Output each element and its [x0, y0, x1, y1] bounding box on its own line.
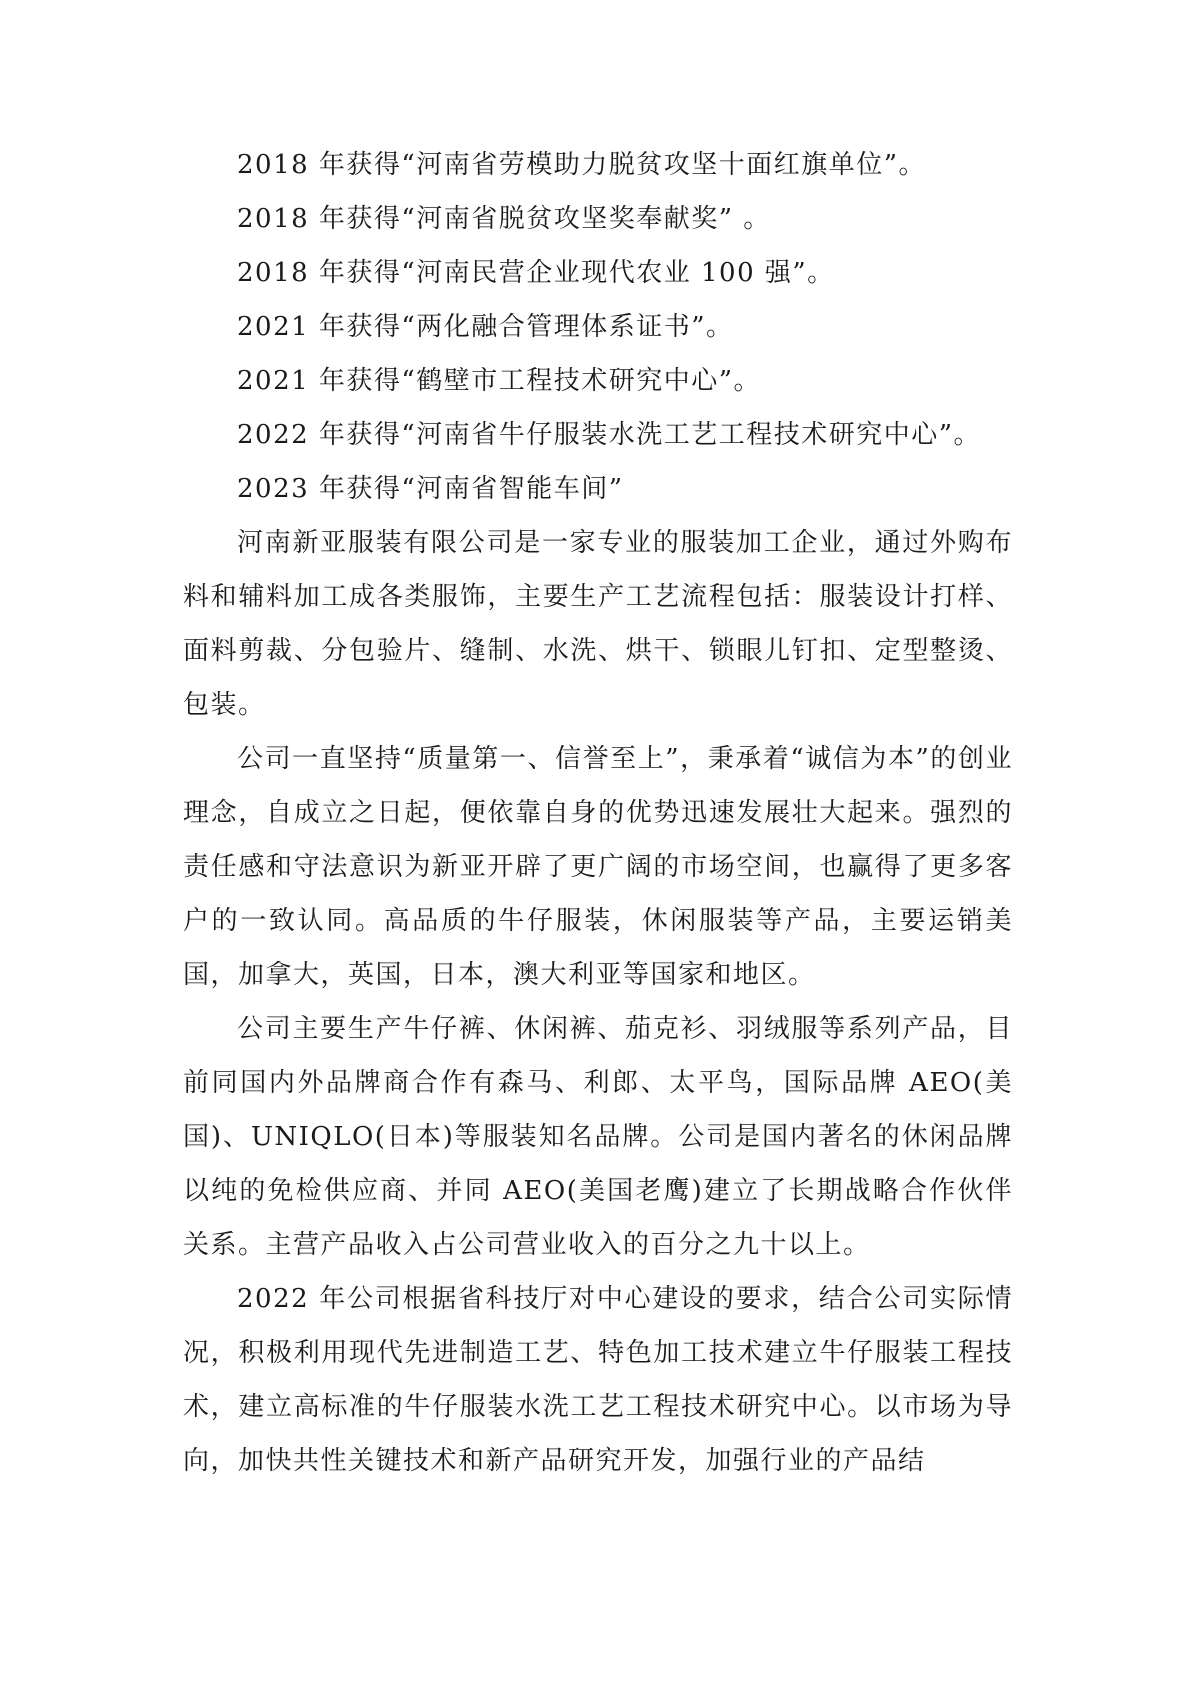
award-line: 2018 年获得“河南民营企业现代农业 100 强”。: [237, 258, 835, 288]
products-partners-paragraph: 公司主要生产牛仔裤、休闲裤、茄克衫、羽绒服等系列产品，目前同国内外品牌商合作有森马、利郎、太平鸟，国际品牌 AEO(美国)、UNIQLO(日本)等服装知名品牌。公司是国内著名的休闲品牌以纯的免检供应商、并同 AEO(美国老鹰)建立了长期战略合作伙伴关系。主营产品收入占公司营业收入的百分之九十以上。: [183, 1014, 1013, 1260]
award-line: 2018 年获得“河南省劳模助力脱贫攻坚十面红旗单位”。: [237, 150, 927, 180]
research-center-paragraph: 2022 年公司根据省科技厅对中心建设的要求，结合公司实际情况，积极利用现代先进制造工艺、特色加工技术建立牛仔服装工程技术，建立高标准的牛仔服装水洗工艺工程技术研究中心。以市场为导向，加快共性关键技术和新产品研究开发，加强行业的产品结: [183, 1284, 1013, 1476]
award-line: 2022 年获得“河南省牛仔服装水洗工艺工程技术研究中心”。: [237, 420, 982, 450]
award-line: 2023 年获得“河南省智能车间”: [237, 474, 624, 504]
award-line: 2021 年获得“两化融合管理体系证书”。: [237, 312, 734, 342]
award-line: 2021 年获得“鹤壁市工程技术研究中心”。: [237, 366, 762, 396]
company-philosophy-paragraph: 公司一直坚持“质量第一、信誉至上”，秉承着“诚信为本”的创业理念，自成立之日起，便依靠自身的优势迅速发展壮大起来。强烈的责任感和守法意识为新亚开辟了更广阔的市场空间，也赢得了更多客户的一致认同。高品质的牛仔服装，休闲服装等产品，主要运销美国，加拿大，英国，日本，澳大利亚等国家和地区。: [183, 744, 1013, 990]
company-intro-paragraph: 河南新亚服装有限公司是一家专业的服装加工企业，通过外购布料和辅料加工成各类服饰，主要生产工艺流程包括：服装设计打样、面料剪裁、分包验片、缝制、水洗、烘干、锁眼儿钉扣、定型整烫、包装。: [183, 528, 1013, 720]
award-line: 2018 年获得“河南省脱贫攻坚奖奉献奖” 。: [237, 204, 771, 234]
document-body: [183, 138, 1013, 1488]
